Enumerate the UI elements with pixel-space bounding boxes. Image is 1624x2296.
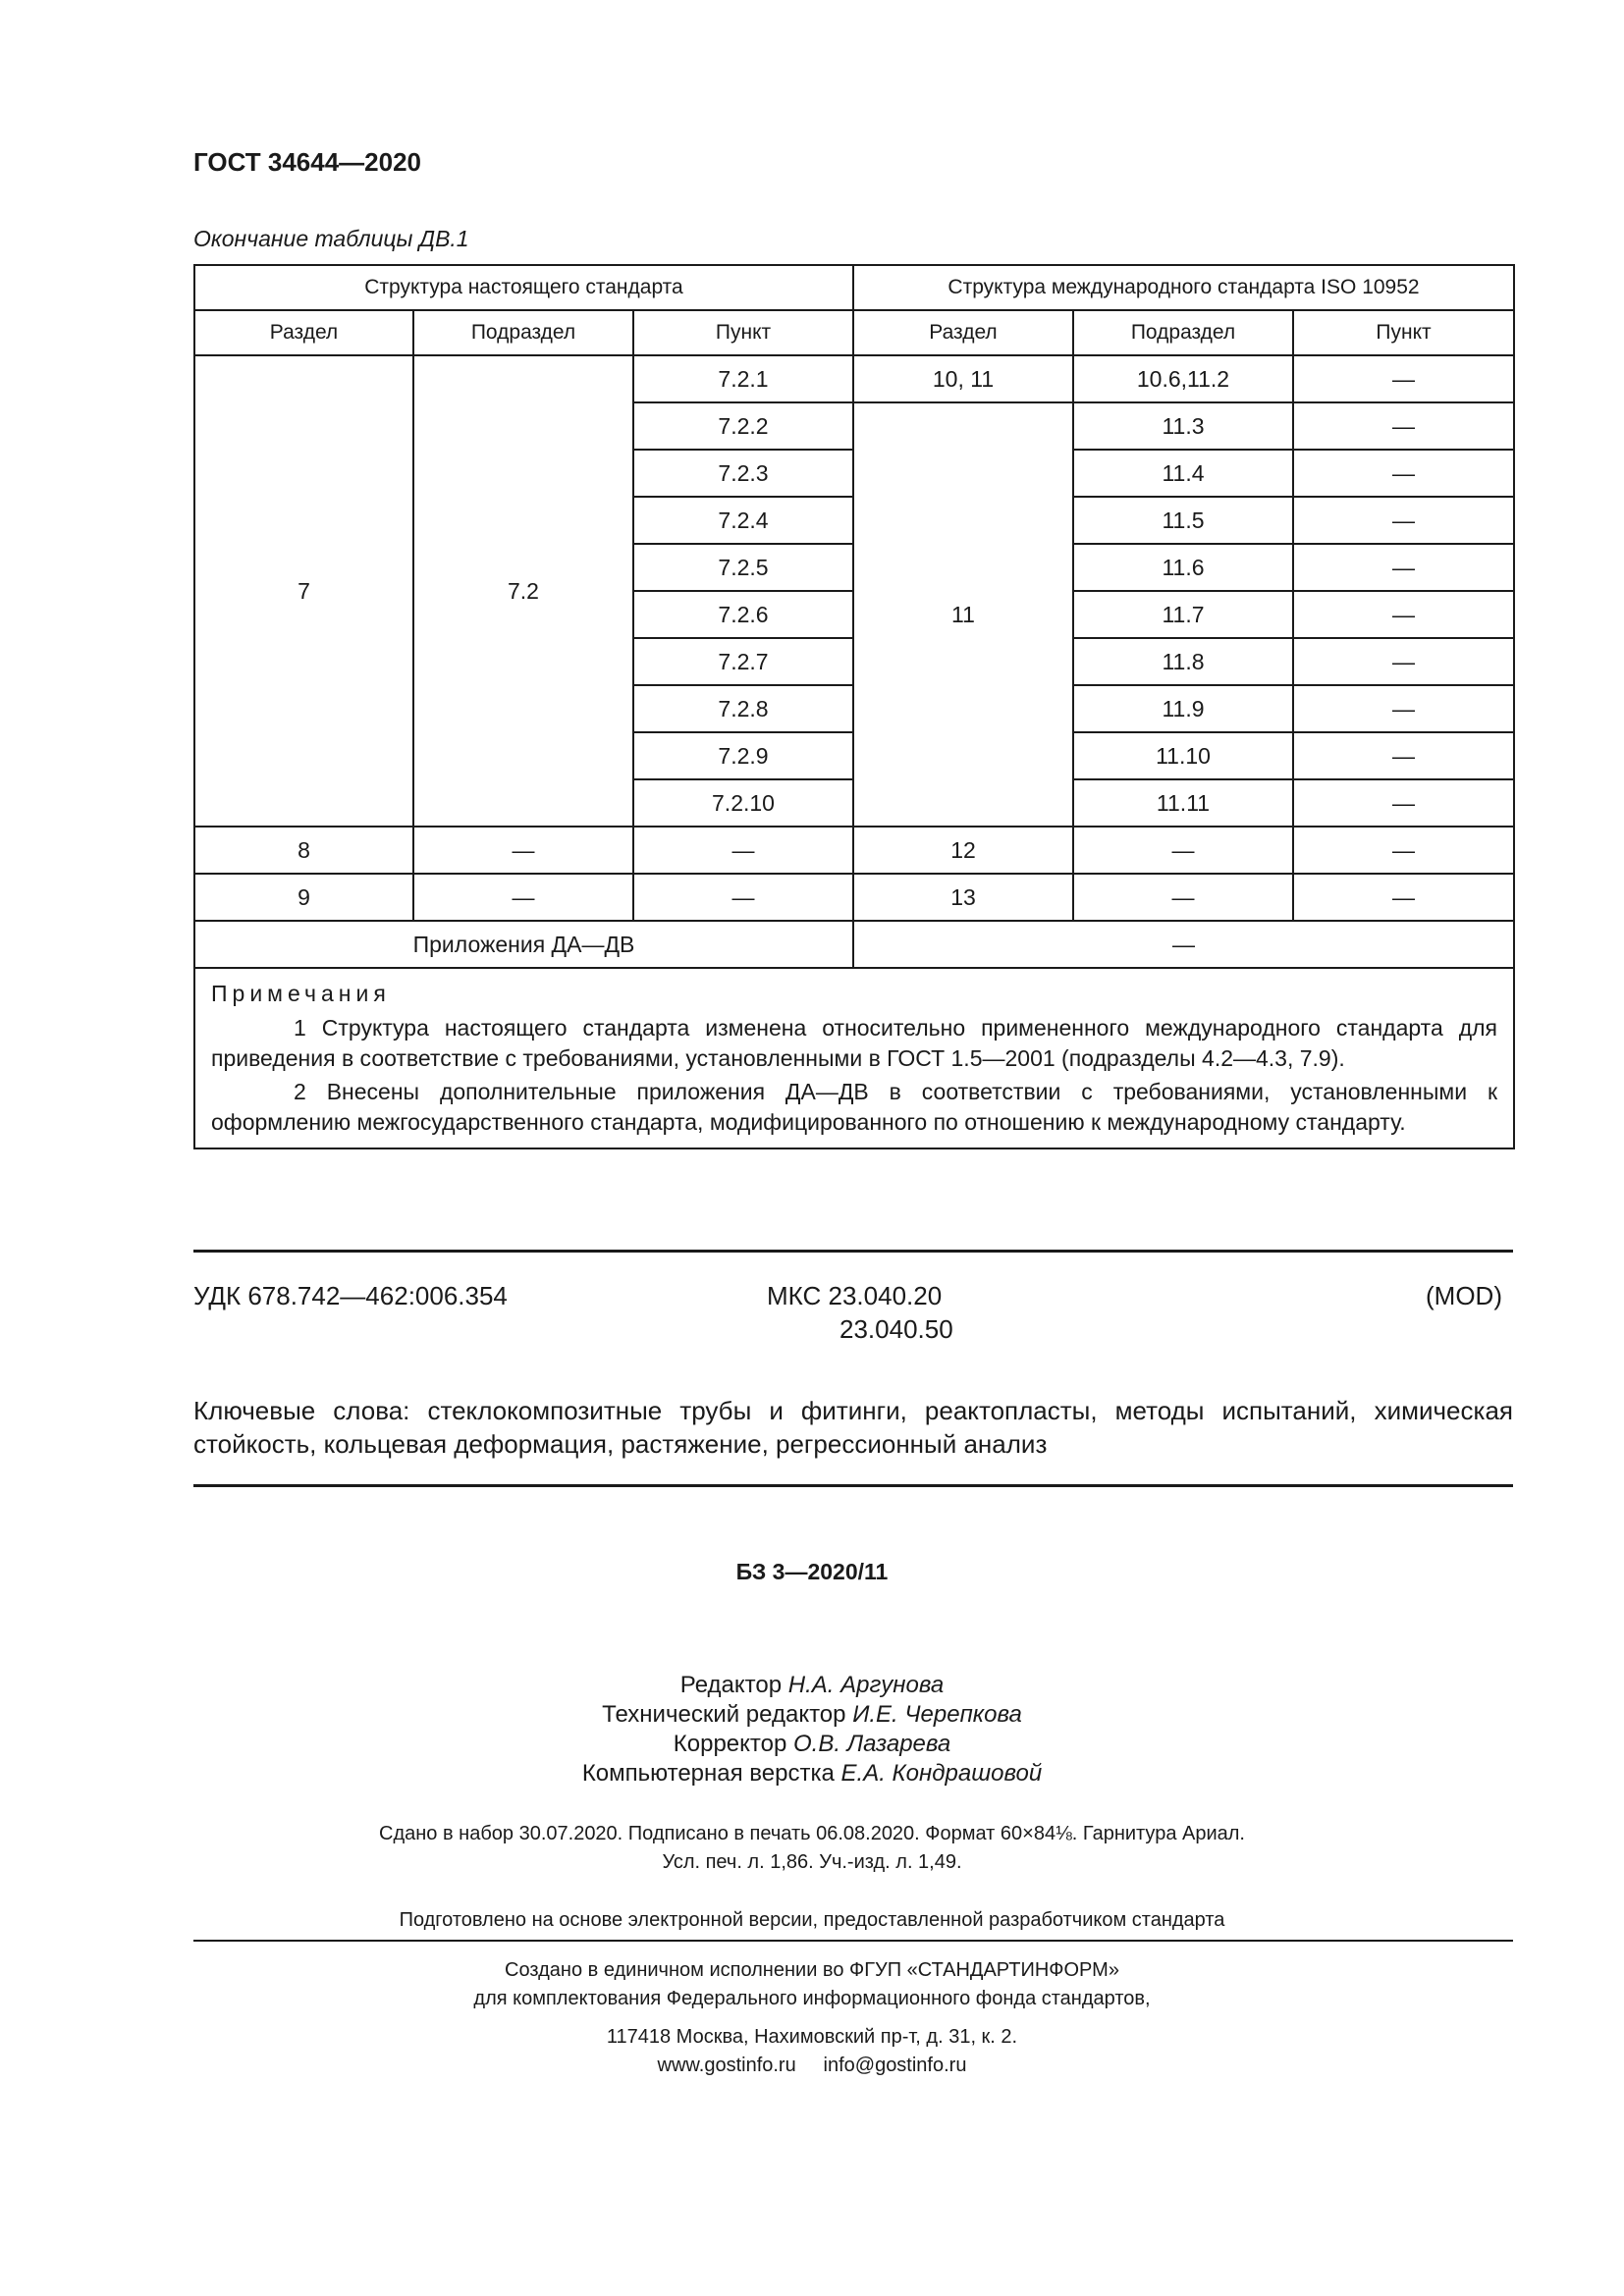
iso-point-cell: — <box>1293 402 1514 450</box>
iso-point-cell: — <box>1293 591 1514 638</box>
iso-subsection-cell: 11.11 <box>1073 779 1293 827</box>
imprint-line: Сдано в набор 30.07.2020. Подписано в печать 06.08.2020. Формат 60×84⅛. Гарнитура Ариал. <box>379 1823 1245 1844</box>
point-cell: — <box>633 827 853 874</box>
group-header-iso-standard: Структура международного стандарта ISO 10952 <box>853 265 1514 310</box>
publisher-line: Создано в единичном исполнении во ФГУП «СТАНДАРТИНФОРМ» <box>505 1959 1119 1981</box>
iso-subsection-cell: 11.6 <box>1073 544 1293 591</box>
table-row <box>194 355 1514 402</box>
appendix-label: Приложения ДА—ДВ <box>194 921 853 968</box>
iso-section-cell: 11 <box>853 402 1073 827</box>
document-id: ГОСТ 34644—2020 <box>193 147 421 177</box>
point-cell: — <box>633 874 853 921</box>
column-header: Раздел <box>194 310 413 355</box>
iso-point-cell: — <box>1293 827 1514 874</box>
table-row <box>194 874 1514 921</box>
iso-subsection-cell: — <box>1073 874 1293 921</box>
iso-section-cell: 10, 11 <box>853 355 1073 402</box>
credit-name: О.В. Лазарева <box>793 1731 951 1757</box>
iso-section-cell: 12 <box>853 827 1073 874</box>
iso-subsection-cell: 11.10 <box>1073 732 1293 779</box>
iso-section-cell: 13 <box>853 874 1073 921</box>
point-cell: 7.2.3 <box>633 450 853 497</box>
table-column-header-row <box>194 310 1514 355</box>
appendix-row <box>194 921 1514 968</box>
section-cell: 8 <box>194 827 413 874</box>
email-link[interactable]: info@gostinfo.ru <box>823 2055 967 2076</box>
iso-subsection-cell: 11.8 <box>1073 638 1293 685</box>
prepared-note: Подготовлено на основе электронной версии, предоставленной разработчиком стандарта <box>399 1909 1225 1931</box>
bz-code: БЗ 3—2020/11 <box>735 1559 889 1584</box>
point-cell: 7.2.1 <box>633 355 853 402</box>
credit-role: Редактор <box>679 1672 783 1698</box>
iso-subsection-cell: 11.5 <box>1073 497 1293 544</box>
section-cell: 9 <box>194 874 413 921</box>
column-header: Пункт <box>633 310 853 355</box>
iso-subsection-cell: 11.9 <box>1073 685 1293 732</box>
credit-role: Корректор <box>673 1731 787 1757</box>
table-row <box>194 827 1514 874</box>
point-cell: 7.2.6 <box>633 591 853 638</box>
mks-code: МКС 23.040.20 <box>767 1281 943 1310</box>
udk-code: УДК 678.742—462:006.354 <box>193 1281 508 1310</box>
keywords: Ключевые слова: стеклокомпозитные трубы и фитинги, реактопласты, методы испытаний, химическая стойкость, кольцевая деформация, растяжение, регрессионный анализ <box>193 1396 1513 1459</box>
iso-point-cell: — <box>1293 638 1514 685</box>
notes-cell <box>194 968 1514 1148</box>
divider <box>193 1484 1513 1487</box>
point-cell: 7.2.8 <box>633 685 853 732</box>
iso-point-cell: — <box>1293 732 1514 779</box>
column-header: Пункт <box>1293 310 1514 355</box>
point-cell: 7.2.4 <box>633 497 853 544</box>
iso-subsection-cell: 11.4 <box>1073 450 1293 497</box>
credit-name: И.Е. Черепкова <box>852 1701 1022 1728</box>
column-header: Подраздел <box>413 310 633 355</box>
website-link[interactable]: www.gostinfo.ru <box>657 2055 796 2076</box>
appendix-value: — <box>853 921 1514 968</box>
note-item: 2 Внесены дополнительные приложения ДА—ДВ в соответствии с требованиями, установленными к оформлению межгосударственного стандарта, модифицированного по отношению к международному стандарту. <box>211 1079 1498 1135</box>
credit-role: Компьютерная верстка <box>581 1760 835 1787</box>
table-group-header-row <box>194 265 1514 310</box>
iso-point-cell: — <box>1293 497 1514 544</box>
notes-row <box>194 968 1514 1148</box>
column-header: Раздел <box>853 310 1073 355</box>
iso-point-cell: — <box>1293 874 1514 921</box>
publisher-contacts <box>0 2052 1624 2080</box>
credit-name: Е.А. Кондрашовой <box>840 1760 1043 1787</box>
iso-point-cell: — <box>1293 450 1514 497</box>
section-cell: 7 <box>194 355 413 827</box>
divider <box>193 1940 1513 1942</box>
point-cell: 7.2.7 <box>633 638 853 685</box>
subsection-cell: — <box>413 827 633 874</box>
subsection-cell: — <box>413 874 633 921</box>
credit-line <box>0 1730 1624 1759</box>
credit-line <box>0 1671 1624 1700</box>
point-cell: 7.2.2 <box>633 402 853 450</box>
iso-subsection-cell: — <box>1073 827 1293 874</box>
structure-comparison-table <box>193 264 1515 1149</box>
credit-name: Н.А. Аргунова <box>787 1672 945 1698</box>
point-cell: 7.2.10 <box>633 779 853 827</box>
point-cell: 7.2.9 <box>633 732 853 779</box>
credit-line <box>0 1700 1624 1730</box>
iso-point-cell: — <box>1293 355 1514 402</box>
iso-subsection-cell: 11.3 <box>1073 402 1293 450</box>
divider <box>193 1250 1513 1253</box>
credit-role: Технический редактор <box>602 1701 846 1728</box>
subsection-cell: 7.2 <box>413 355 633 827</box>
notes-title: Примечания <box>211 981 391 1006</box>
point-cell: 7.2.5 <box>633 544 853 591</box>
iso-point-cell: — <box>1293 685 1514 732</box>
iso-subsection-cell: 11.7 <box>1073 591 1293 638</box>
publisher-line: для комплектования Федерального информационного фонда стандартов, <box>473 1988 1151 2009</box>
credit-line <box>0 1759 1624 1789</box>
iso-point-cell: — <box>1293 779 1514 827</box>
table-caption: Окончание таблицы ДВ.1 <box>193 226 469 251</box>
imprint-line: Усл. печ. л. 1,86. Уч.-изд. л. 1,49. <box>662 1851 962 1873</box>
column-header: Подраздел <box>1073 310 1293 355</box>
note-item: 1 Структура настоящего стандарта изменена относительно примененного международного стандарта для приведения в соответствие с требованиями, установленными в ГОСТ 1.5—2001 (подразделы 4.2—4.3, 7.9). <box>211 1015 1498 1071</box>
mks-code-secondary: 23.040.50 <box>839 1314 953 1344</box>
iso-point-cell: — <box>1293 544 1514 591</box>
modification-mark: (MOD) <box>1426 1281 1502 1310</box>
publisher-address: 117418 Москва, Нахимовский пр-т, д. 31, к. 2. <box>606 2026 1018 2048</box>
group-header-this-standard: Структура настоящего стандарта <box>194 265 853 310</box>
iso-subsection-cell: 10.6,11.2 <box>1073 355 1293 402</box>
